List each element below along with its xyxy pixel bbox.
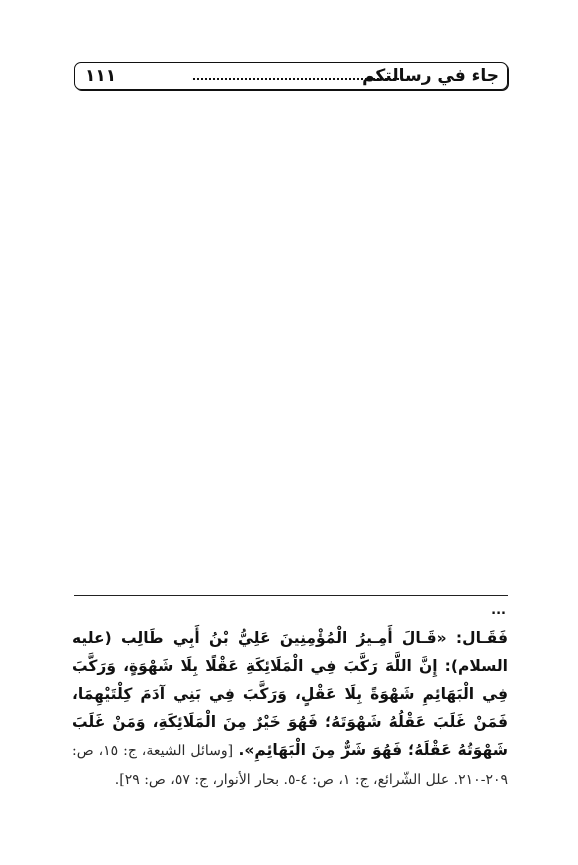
running-header [74, 62, 508, 90]
footnote-continuation-marker: ... [491, 603, 506, 618]
footnote-reference: [وسائل الشيعة، ج: ١٥، ص: ٢٠٩-٢١٠. علل الشّرائع، ج: ١، ص: ٤-٥. بحار الأنوار، ج: ٥٧، ص: ٢٩]. [72, 743, 508, 788]
header-title: جاء في رسالتكم [362, 66, 499, 86]
footnote [72, 624, 508, 794]
page-number: ١١١ [85, 66, 117, 86]
header-dotted-leader [193, 78, 403, 80]
footnote-hadith-text: فَقَـال: «قَـالَ أَمِـيرُ الْمُؤْمِنِينَ عَلِيُّ بْنُ أَبِي طَالِب (عليه السلام): إِنَّ اللَّهَ رَكَّبَ فِي الْمَلَائِكَةِ عَقْلًا بِلَا شَهْوَةٍ، وَرَكَّبَ فِي الْبَهَائِمِ شَهْوَةً بِلَا عَقْلٍ، وَرَكَّبَ فِي بَنِي آدَمَ كِلْتَيْهِمَا، فَمَنْ غَلَبَ عَقْلُهُ شَهْوَتَهُ؛ فَهُوَ خَيْرٌ مِنَ الْمَلَائِكَةِ، وَمَنْ غَلَبَ شَهْوَتُهُ عَقْلَهُ؛ فَهُوَ شَرٌّ مِنَ الْبَهَائِمِ». [72, 629, 508, 759]
footnote-separator [74, 595, 508, 596]
